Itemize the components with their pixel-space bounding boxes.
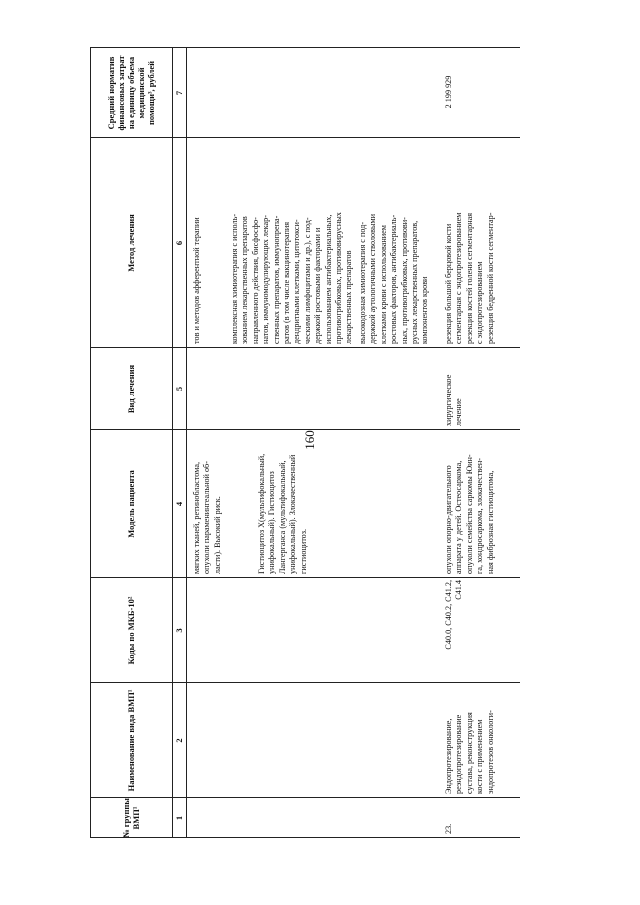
- patient-model-text: мягких тканей, ретинобластома, опухоли параменингеальной об- ласти). Высокий риск.: [192, 461, 222, 574]
- column-number: 5: [174, 386, 184, 392]
- method-text: высокодозная химиотерапия с под- держкой аутологичными стволовыми клетками крови с использованием ростовых факторов, антибактериаль- ных, противогрибковых, противови- русных лекарственных препаратов, компонентов крови: [358, 213, 430, 344]
- column-number: 1: [174, 815, 184, 821]
- header-patient-model: Модель пациента: [126, 470, 136, 538]
- header-treatment-method: Метод лечения: [126, 214, 136, 272]
- patient-model-text: Гистиоцитоз Х(мультифокальный, унифокальный). Гистиоцитоз Лангерганса (мультифокальный, унифокальный). Злокачественный гистиоцитоз.: [257, 453, 308, 574]
- icd-codes-text: C40.0, C40.2, C41.2, C41.4: [444, 580, 464, 650]
- row-divider: [172, 48, 173, 838]
- column-number: 4: [174, 501, 184, 507]
- header-cost-norm: Средний норматив финансовых затрат на единицу объема медицинской помощи³, рублей: [106, 55, 156, 131]
- patient-model-text: опухоли опорно-двигательного аппарата у детей. Остеосаркома, опухоли семейства саркомы Юин- га, хондросаркома, злокачествен- ная фиброзная гистиоцитома,: [444, 454, 495, 574]
- rotated-table: [90, 48, 520, 838]
- method-text: тов и методов афферентной терапии: [192, 217, 201, 344]
- header-group-number: № группы ВМП¹: [121, 798, 141, 838]
- method-text: резекция большой берцовой кости сегментарная с эндопротезированием резекция костей голени сегментарная с эндопротезированием резекция бедренной кости сегментар-: [444, 212, 495, 344]
- method-text: комплексная химиотерапия с исполь- зованием лекарственных препаратов направленного действия, бисфосфо- натов, иммуномодулирующих лекар- ственных препаратов, иммунопрепа- ратов (в том числе вакцинотерапия дендритными клетками, цитотокси- ческими лимфоцитами и др.), с под- держкой ростовыми факторами и использованием антибактериальных, противогрибковых, противовирусных лекарственных препаратов: [230, 212, 354, 344]
- col-divider: [90, 47, 520, 48]
- column-number: 2: [174, 738, 184, 743]
- vmp-name-text: Эндопротезирование, реэндопротезирование сустава, реконструкция кости с применением эндопротезов онкологи-: [444, 710, 495, 794]
- column-number: 6: [174, 240, 184, 246]
- cost-value: 2 199 929: [444, 75, 453, 109]
- column-number: 3: [174, 628, 184, 633]
- header-vmp-name: Наименование вида ВМП¹: [126, 689, 136, 792]
- page-number: 160: [301, 430, 317, 450]
- treatment-type-text: хирургическое лечение: [444, 374, 464, 426]
- header-icd-codes: Коды по МКБ-10²: [126, 596, 136, 665]
- row-divider: [186, 48, 187, 838]
- group-number: 23.: [444, 823, 453, 834]
- header-treatment-type: Вид лечения: [126, 364, 136, 414]
- column-number: 7: [174, 90, 184, 96]
